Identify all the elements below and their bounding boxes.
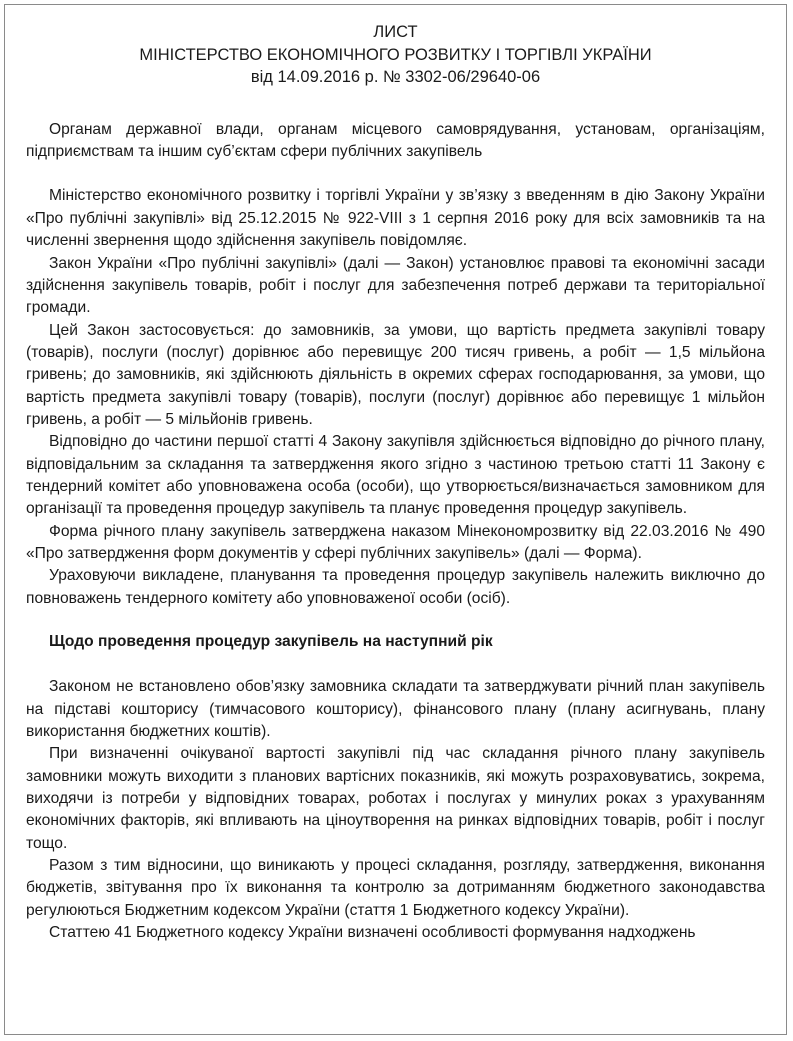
document-page: [4, 4, 787, 1035]
document-date-number: від 14.09.2016 р. № 3302-06/29640-06: [250, 68, 541, 87]
body-paragraph: При визначенні очікуваної вартості закупівлі під час складання річного плану закупівель замовники можуть виходити з планових вартісних показників, які можуть розраховуватись, зокрема, виходячи із потреби у відповідних товарах, роботах і послугах у минулих роках з урахуванням економічних факторів, які впливають на ціноутворення на ринках відповідних товарів, робіт і послуг тощо.: [26, 745, 765, 852]
body-paragraph: Закон України «Про публічні закупівлі» (далі — Закон) установлює правові та економічні засади здійснення закупівель товарів, робіт і послуг для забезпечення потреб держави та територіальної громади.: [26, 254, 765, 317]
body-paragraph: Разом з тим відносини, що виникають у процесі складання, розгляду, затвердження, виконання бюджетів, звітування про їх виконання та контролю за дотриманням бюджетного законодавства регулюються Бюджетним кодексом України (стаття 1 Бюджетного кодексу України).: [26, 857, 765, 919]
body-paragraph: Відповідно до частини першої статті 4 Закону закупівля здійснюється відповідно до річного плану, відповідальним за складання та затвердження якого згідно з частиною третьою статті 11 Закону є тендерний комітет або уповноважена особа (особи), що утворюється/визначається замовником для організації та проведення процедур закупівель та планує проведення процедур закупівель.: [26, 433, 765, 518]
body-paragraph: Ураховуючи викладене, планування та проведення процедур закупівель належить виключно до повноважень тендерного комітету або уповноваженої особи (осіб).: [26, 567, 765, 607]
section-heading: Щодо проведення процедур закупівель на наступний рік: [49, 633, 493, 650]
document-type: ЛИСТ: [373, 23, 418, 41]
document-body: [26, 119, 765, 945]
body-paragraph: Міністерство економічного розвитку і торгівлі України у зв’язку з введенням в дію Закону України «Про публічні закупівлі» від 25.12.2015 № 922-VIII з 1 серпня 2016 року для всіх замовників та на численні звернення щодо здійснення закупівель повідомляє.: [26, 187, 765, 250]
addressee-paragraph: Органам державної влади, органам місцевого самоврядування, установам, організаціям, підприємствам та іншим суб’єктам сфери публічних закупівель: [26, 120, 765, 161]
body-paragraph: Законом не встановлено обов’язку замовника складати та затверджувати річний план закупівель на підставі кошторису (тимчасового кошторису), фінансового плану (плану асигнувань, плану використання бюджетних коштів).: [26, 678, 765, 741]
body-paragraph: Статтею 41 Бюджетного кодексу України визначені особливості формування надходжень: [49, 924, 696, 942]
body-paragraph: Форма річного плану закупівель затверджена наказом Мінекономрозвитку від 22.03.2016 № 490 «Про затвердження форм документів у сфері публічних закупівель» (далі — Форма).: [26, 522, 765, 562]
body-paragraph: Цей Закон застосовується: до замовників, за умови, що вартість предмета закупівлі товару (товарів), послуги (послуг) дорівнює або перевищує 200 тисяч гривень, а робіт — 1,5 мільйона гривень; до замовників, які здійснюють діяльність в окремих сферах господарювання, за умови, що вартість предмета закупівлі товару (товарів), послуги (послуг) дорівнює або перевищує 1 мільйон гривень, а робіт — 5 мільйонів гривень.: [26, 321, 765, 428]
issuing-ministry: МІНІСТЕРСТВО ЕКОНОМІЧНОГО РОЗВИТКУ І ТОРГІВЛІ УКРАЇНИ: [139, 45, 652, 64]
document-header: [26, 21, 765, 89]
